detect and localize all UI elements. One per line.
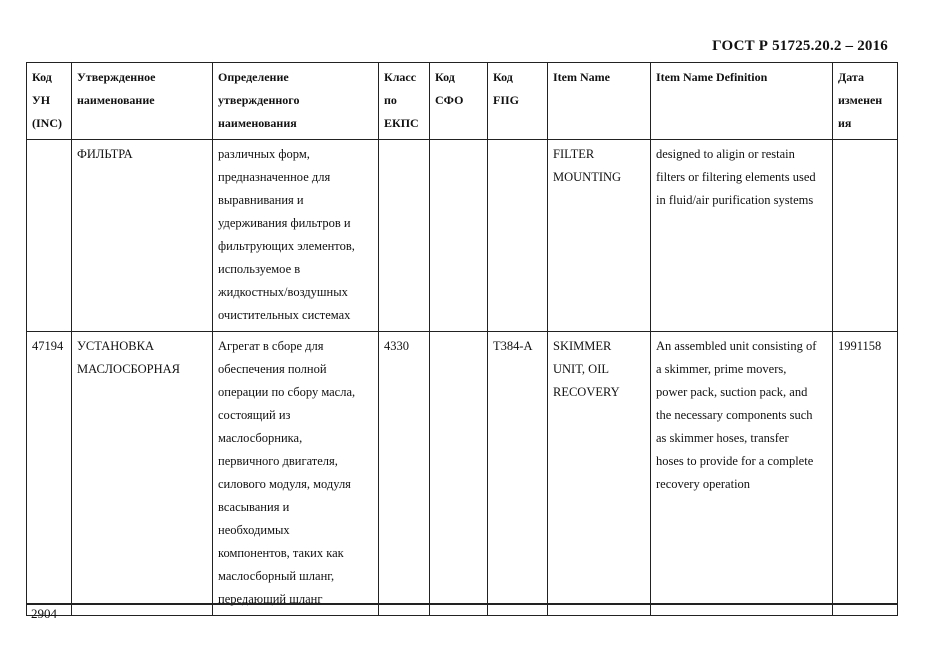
cell-line: жидкостных/воздушных	[218, 285, 348, 299]
cell-ekps-class: 4330	[379, 332, 430, 616]
cell-line: filters or filtering elements used	[656, 170, 816, 184]
cell-line: power pack, suction pack, and	[656, 385, 808, 399]
cell-inc	[27, 140, 72, 332]
cell-line: as skimmer hoses, transfer	[656, 431, 789, 445]
cell-definition	[213, 332, 379, 616]
header-definition	[213, 63, 379, 140]
header-item-name-definition	[651, 63, 833, 140]
cell-change-date: 1991158	[833, 332, 898, 616]
cell-line: Агрегат в сборе для	[218, 339, 324, 353]
cell-fiig-code: T384-A	[488, 332, 548, 616]
cell-line: FILTER	[553, 147, 595, 161]
cell-line: in fluid/air purification systems	[656, 193, 814, 207]
cell-line: hoses to provide for a complete	[656, 454, 814, 468]
cell-item-name-definition	[651, 140, 833, 332]
cell-line: фильтрующих элементов,	[218, 239, 355, 253]
cell-item-name	[548, 140, 651, 332]
header-line: Определение	[218, 70, 289, 84]
cell-line: ФИЛЬТРА	[77, 147, 133, 161]
header-line: FIIG	[493, 93, 520, 107]
header-approved-name	[72, 63, 213, 140]
header-line: Item Name Definition	[656, 70, 768, 84]
cell-line: the necessary components such	[656, 408, 813, 422]
cell-line: маслосборный шланг,	[218, 569, 335, 583]
cell-line: компонентов, таких как	[218, 546, 344, 560]
header-item-name	[548, 63, 651, 140]
header-line: Класс	[384, 70, 417, 84]
cell-fiig-code	[488, 140, 548, 332]
cell-line: используемое в	[218, 262, 301, 276]
cell-line: необходимых	[218, 523, 290, 537]
header-line: Код	[493, 70, 513, 84]
header-line: СФО	[435, 93, 464, 107]
cell-line: удерживания фильтров и	[218, 216, 351, 230]
cell-ekps-class	[379, 140, 430, 332]
cell-line: выравнивания и	[218, 193, 304, 207]
cell-approved-name	[72, 140, 213, 332]
cell-line: An assembled unit consisting of	[656, 339, 817, 353]
header-fiig-code	[488, 63, 548, 140]
cell-line: операции по сбору масла,	[218, 385, 356, 399]
header-line: (INC)	[32, 116, 62, 130]
page-number: 2904	[31, 606, 57, 621]
cell-line: всасывания и	[218, 500, 290, 514]
header-line: наименования	[218, 116, 297, 130]
cell-inc: 47194	[27, 332, 72, 616]
cell-line: предназначенное для	[218, 170, 331, 184]
cell-line: первичного двигателя,	[218, 454, 338, 468]
header-line: УН	[32, 93, 51, 107]
table-bottom-rule	[26, 603, 897, 605]
table-row	[27, 332, 898, 616]
cell-line: recovery operation	[656, 477, 751, 491]
header-line: ия	[838, 116, 852, 130]
cell-line: RECOVERY	[553, 385, 620, 399]
header-line: утвержденного	[218, 93, 300, 107]
cell-line: маслосборника,	[218, 431, 303, 445]
cell-line: a skimmer, prime movers,	[656, 362, 787, 376]
header-line: Item Name	[553, 70, 610, 84]
cell-line: силового модуля, модуля	[218, 477, 351, 491]
cell-line: различных форм,	[218, 147, 310, 161]
cell-line: состоящий из	[218, 408, 291, 422]
cell-sfo-code	[430, 332, 488, 616]
header-inc	[27, 63, 72, 140]
header-ekps-class	[379, 63, 430, 140]
cell-sfo-code	[430, 140, 488, 332]
cell-line: SKIMMER	[553, 339, 612, 353]
header-line: по	[384, 93, 397, 107]
cell-approved-name	[72, 332, 213, 616]
cell-line: передающий шланг	[218, 592, 323, 606]
header-line: Дата	[838, 70, 864, 84]
cell-item-name-definition	[651, 332, 833, 616]
cell-line: designed to aligin or restain	[656, 147, 795, 161]
cell-line: МАСЛОСБОРНАЯ	[77, 362, 181, 376]
cell-line: очистительных системах	[218, 308, 351, 322]
header-change-date	[833, 63, 898, 140]
header-line: наименование	[77, 93, 155, 107]
cell-line: MOUNTING	[553, 170, 622, 184]
classification-table-container	[26, 62, 897, 616]
cell-line: УСТАНОВКА	[77, 339, 154, 353]
table-row	[27, 140, 898, 332]
header-line: ЕКПС	[384, 116, 419, 130]
header-line: Код	[32, 70, 52, 84]
header-sfo-code	[430, 63, 488, 140]
table-header-row	[27, 63, 898, 140]
header-line: Код	[435, 70, 455, 84]
header-line: изменен	[838, 93, 883, 107]
classification-table	[26, 62, 898, 616]
cell-change-date	[833, 140, 898, 332]
cell-line: UNIT, OIL	[553, 362, 609, 376]
cell-definition	[213, 140, 379, 332]
document-title: ГОСТ Р 51725.20.2 – 2016	[712, 38, 888, 54]
cell-line: обеспечения полной	[218, 362, 327, 376]
header-line: Утвержденное	[77, 70, 156, 84]
cell-item-name	[548, 332, 651, 616]
